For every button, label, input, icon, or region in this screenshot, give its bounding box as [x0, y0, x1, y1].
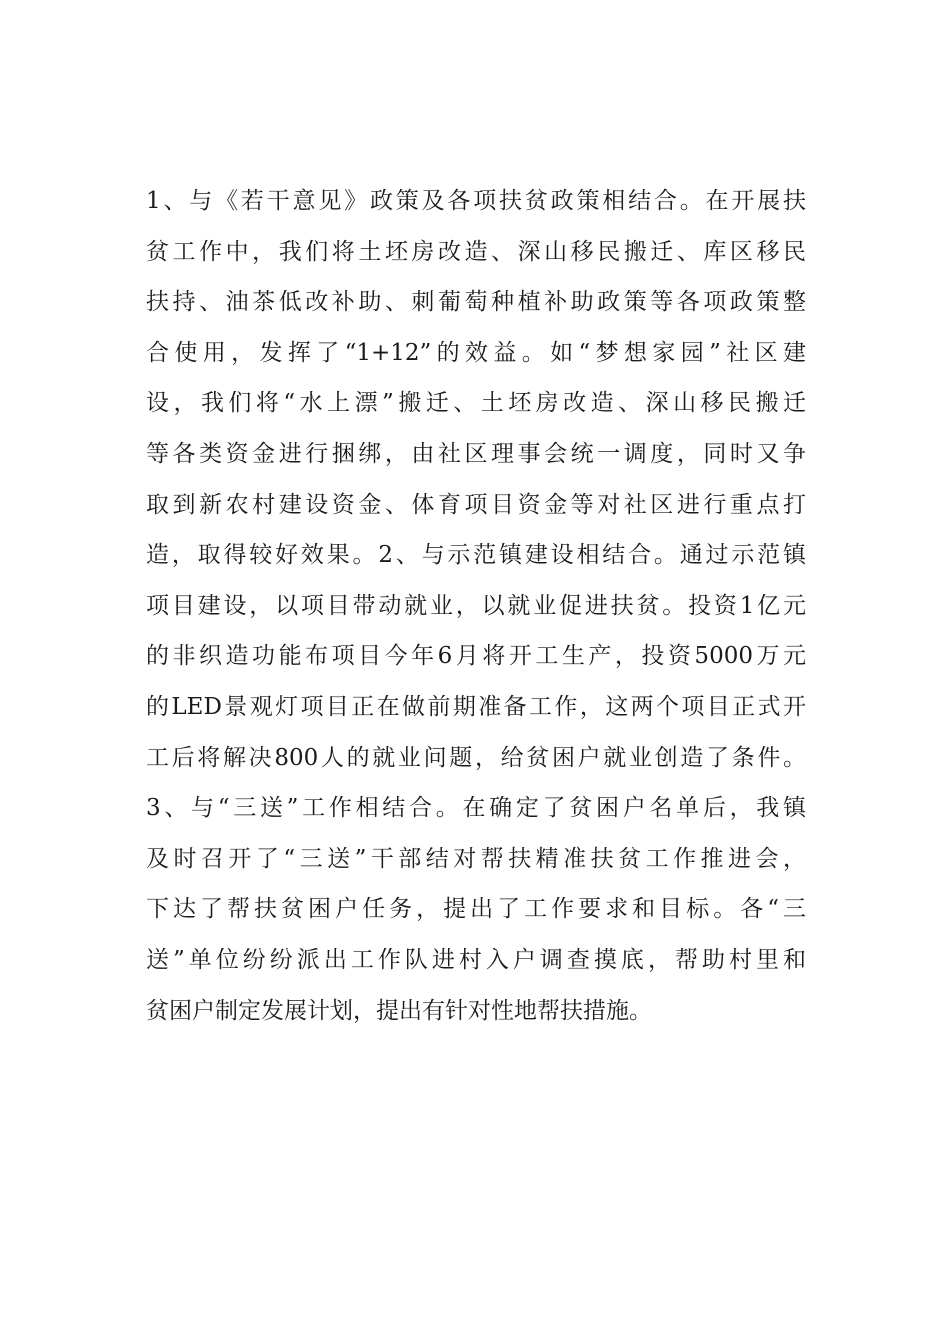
- text-line: 合使用，发挥了“1+12”的效益。如“梦想家园”社区建: [146, 339, 806, 366]
- text-line: 的LED景观灯项目正在做前期准备工作，这两个项目正式开: [146, 693, 806, 720]
- body-paragraph: [146, 176, 806, 1036]
- text-line: 设，我们将“水上漂”搬迁、土坯房改造、深山移民搬迁: [146, 390, 806, 417]
- text-line: 造，取得较好效果。2、与示范镇建设相结合。通过示范镇: [146, 542, 806, 569]
- text-line: 3、与“三送”工作相结合。在确定了贫困户名单后，我镇: [146, 795, 806, 822]
- text-line: 贫工作中，我们将土坯房改造、深山移民搬迁、库区移民: [146, 238, 806, 265]
- text-line: 等各类资金进行捆绑，由社区理事会统一调度，同时又争: [146, 440, 806, 467]
- text-line: 项目建设，以项目带动就业，以就业促进扶贫。投资1亿元: [146, 592, 806, 619]
- text-line: 1、与《若干意见》政策及各项扶贫政策相结合。在开展扶: [146, 188, 806, 214]
- text-line: 下达了帮扶贫困户任务，提出了工作要求和目标。各“三: [146, 896, 806, 923]
- text-line: 贫困户制定发展计划，提出有针对性地帮扶措施。: [146, 997, 652, 1024]
- text-line: 取到新农村建设资金、体育项目资金等对社区进行重点打: [146, 491, 806, 518]
- text-line: 工后将解决800人的就业问题，给贫困户就业创造了条件。: [146, 744, 806, 771]
- text-line: 及时召开了“三送”干部结对帮扶精准扶贫工作推进会，: [146, 845, 806, 872]
- text-line: 送”单位纷纷派出工作队进村入户调查摸底，帮助村里和: [146, 946, 806, 973]
- text-line: 扶持、油茶低改补助、刺葡萄种植补助政策等各项政策整: [146, 289, 806, 316]
- text-line: 的非织造功能布项目今年6月将开工生产，投资5000万元: [146, 643, 806, 670]
